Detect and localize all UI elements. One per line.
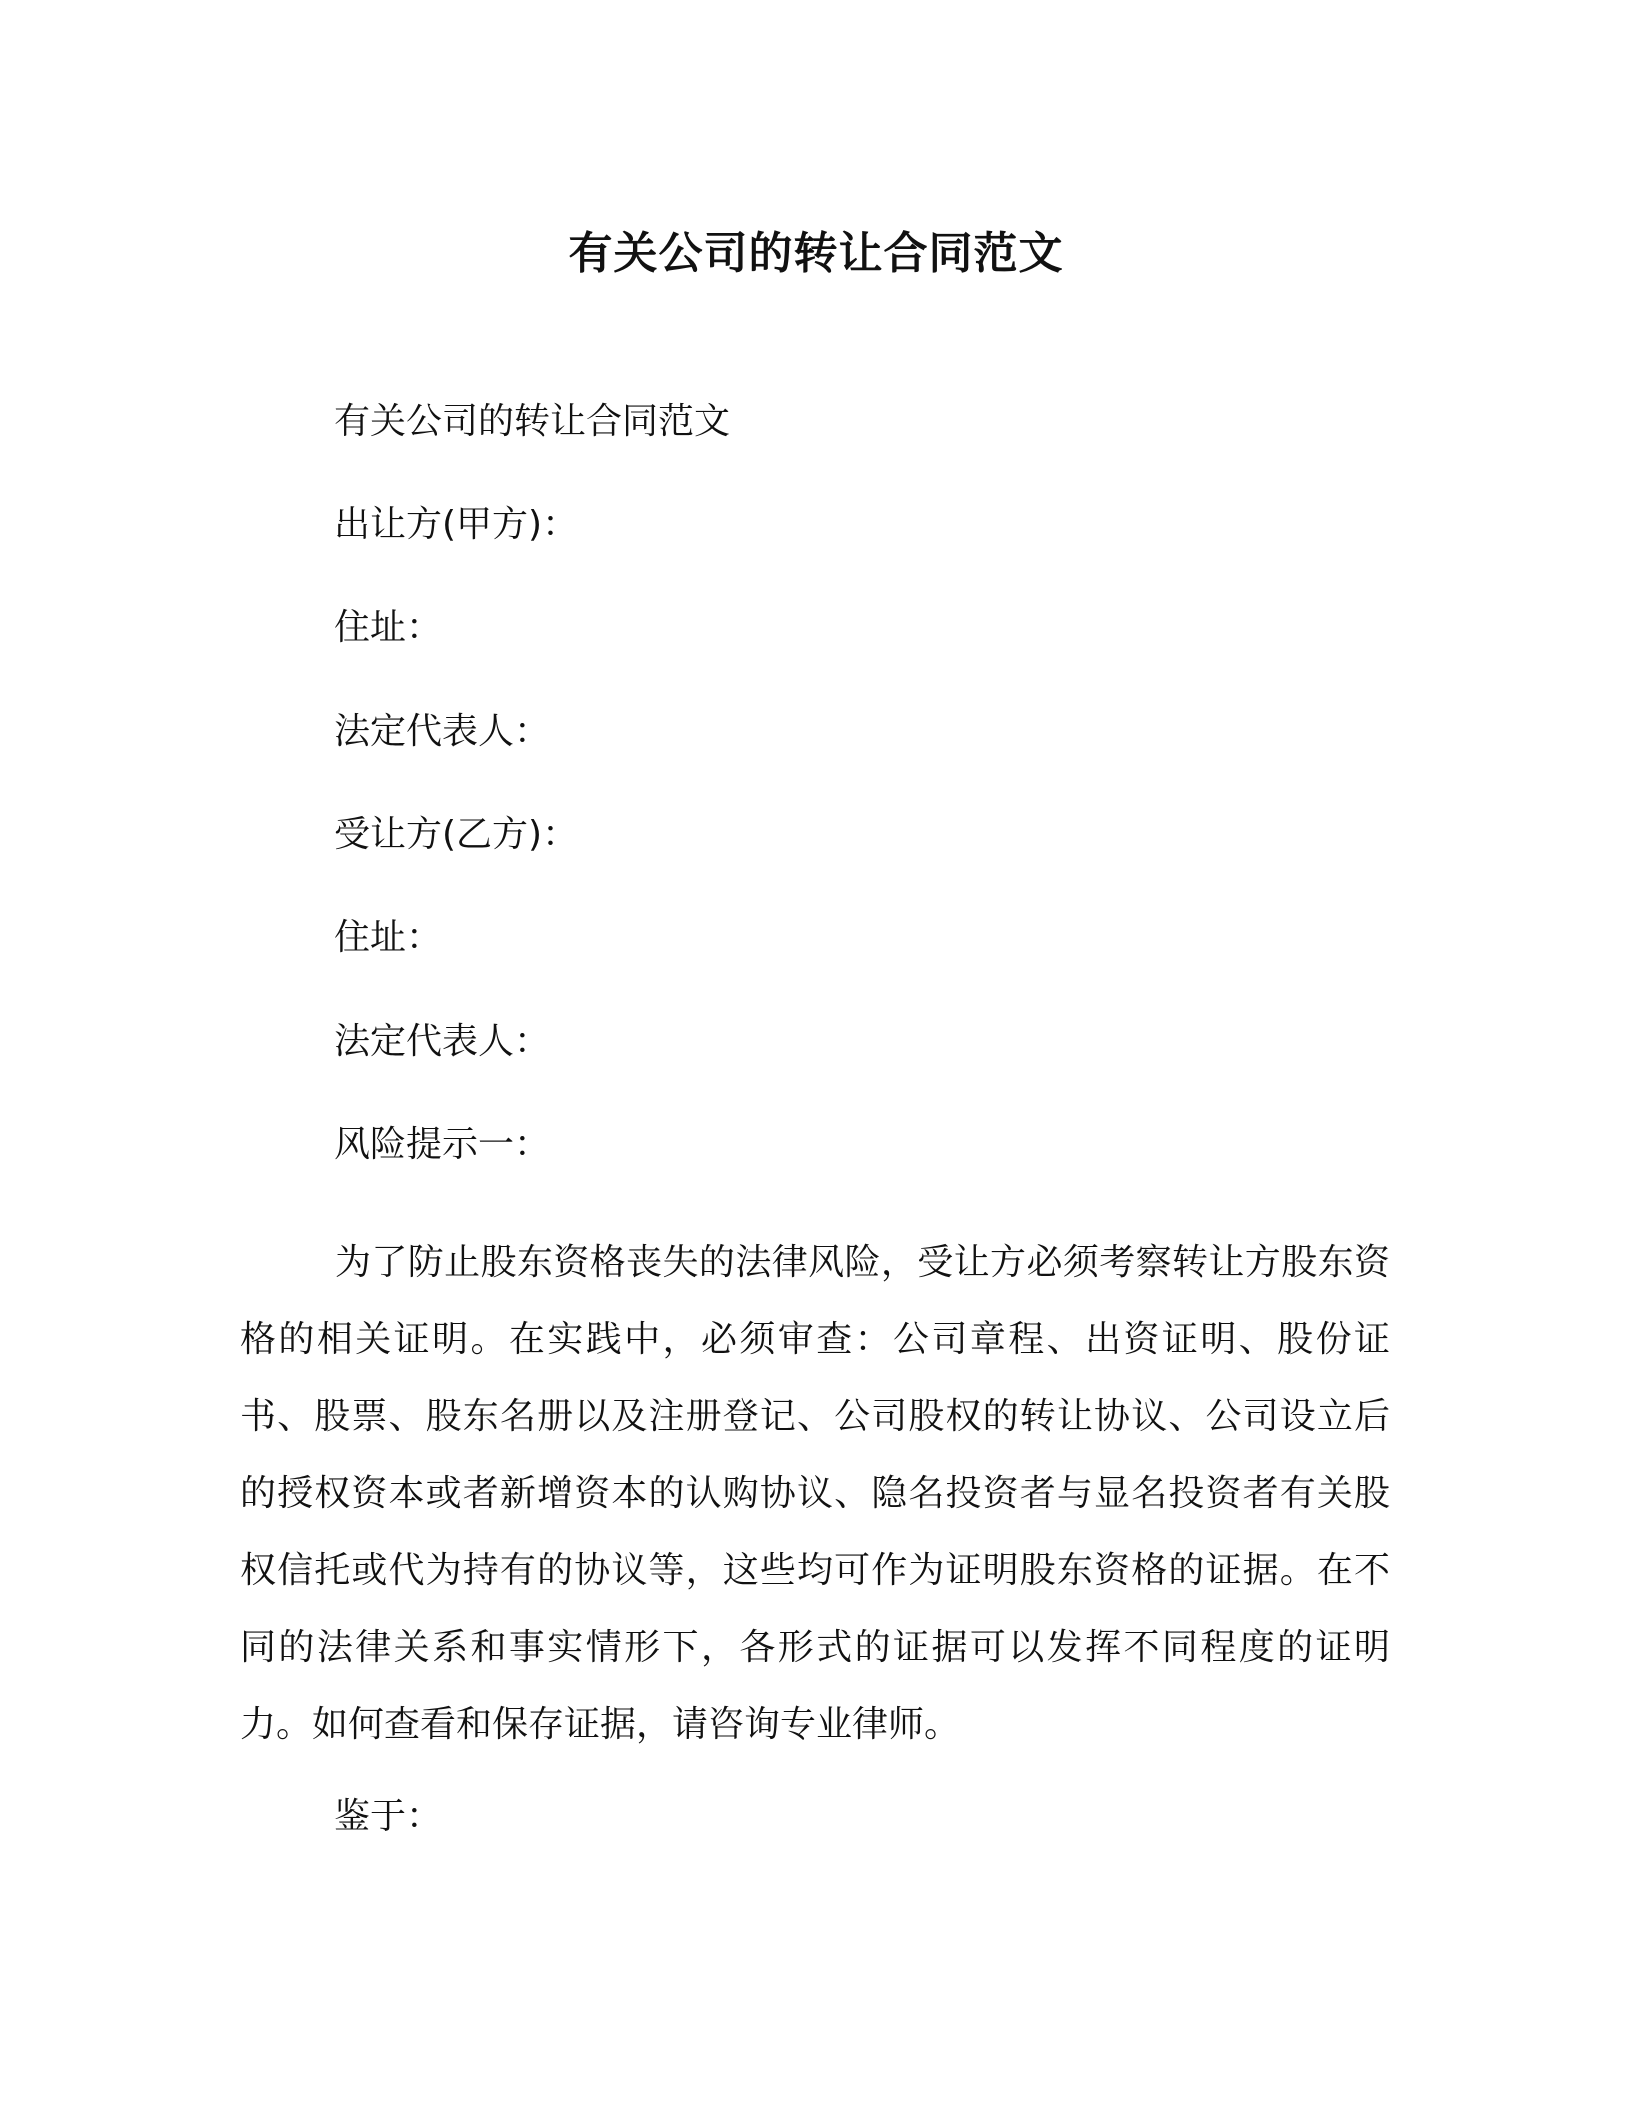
risk-paragraph: 为了防止股东资格丧失的法律风险，受让方必须考察转让方股东资格的相关证明。在实践中，必须审查：公司章程、出资证明、股份证书、股票、股东名册以及注册登记、公司股权的转让协议、公司设立后的授权资本或者新增资本的认购协议、隐名投资者与显名投资者有关股权信托或代为持有的协议等，这些均可作为证明股东资格的证据。在不同的法律关系和事实情形下，各形式的证据可以发挥不同程度的证明力。如何查看和保存证据，请咨询专业律师。 bbox=[240, 1242, 1390, 1745]
transferee-field: 受让方(乙方)： bbox=[334, 814, 579, 855]
whereas-heading: 鉴于： bbox=[334, 1796, 443, 1837]
document-title: 有关公司的转让合同范文 bbox=[568, 228, 1064, 279]
transferee-legal-rep-field: 法定代表人： bbox=[334, 1021, 551, 1062]
transferor-address-field: 住址： bbox=[334, 607, 443, 648]
risk-heading: 风险提示一： bbox=[334, 1124, 551, 1165]
document-subtitle: 有关公司的转让合同范文 bbox=[334, 401, 731, 442]
transferee-address-field: 住址： bbox=[334, 917, 443, 958]
transferor-legal-rep-field: 法定代表人： bbox=[334, 711, 551, 752]
transferor-field: 出让方(甲方)： bbox=[334, 504, 579, 545]
